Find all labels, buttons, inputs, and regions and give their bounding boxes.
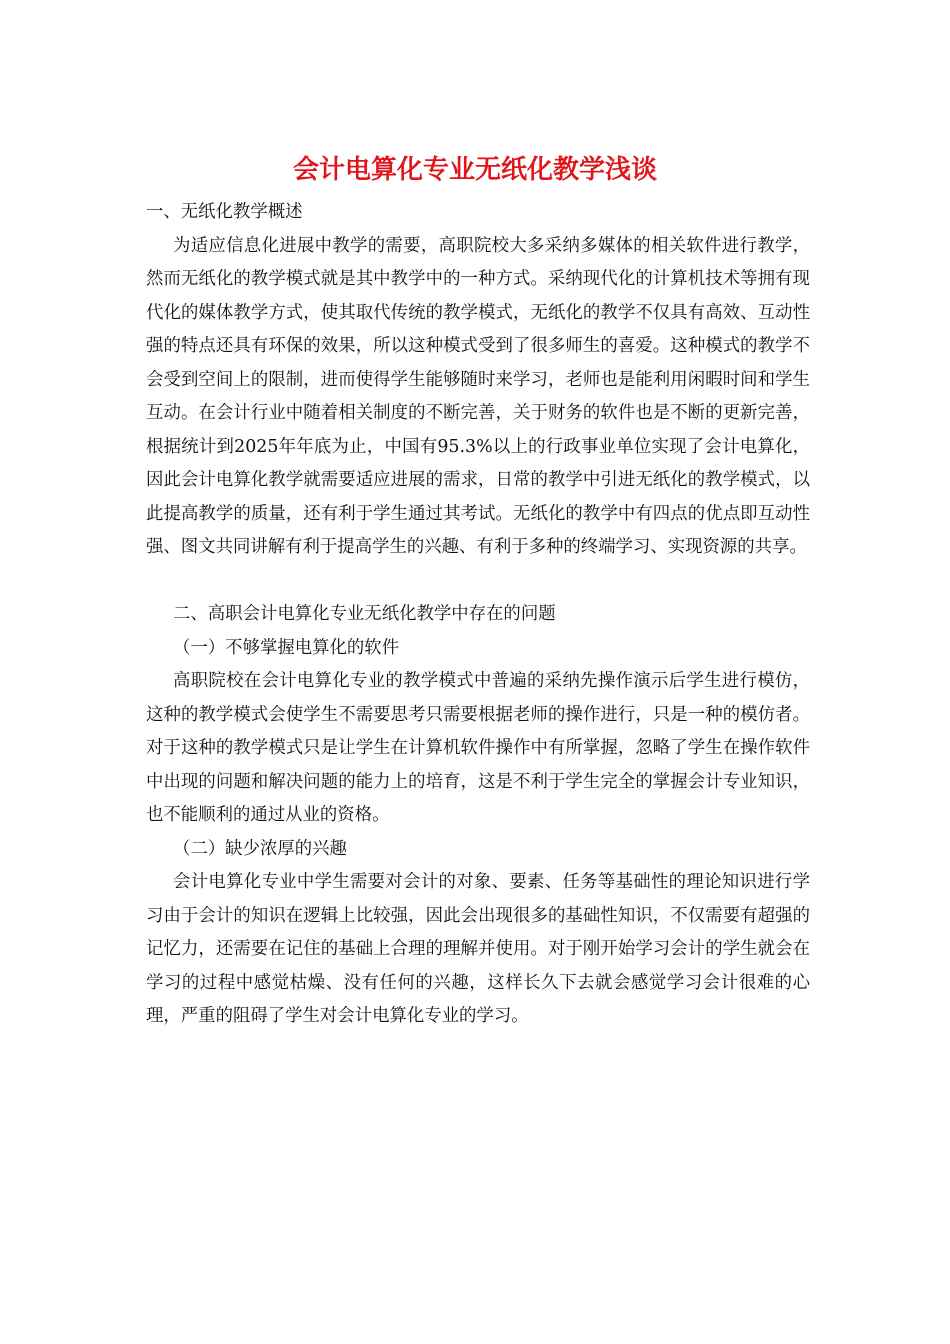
section-1-heading: 一、无纸化教学概述	[146, 202, 303, 222]
subsection-1-heading: （一）不够掌握电算化的软件	[173, 637, 400, 658]
document-title: 会计电算化专业无纸化教学浅谈	[292, 155, 657, 185]
subsection-1-paragraph: 高职院校在会计电算化专业的教学模式中普遍的采纳先操作演示后学生进行模仿，这种的教学模式会使学生不需要思考只需要根据老师的操作进行，只是一种的模仿者。对于这种的教学模式只是让学生在计算机软件操作中有所掌握，忽略了学生在操作软件中出现的问题和解决问题的能力上的培育，这是不利于学生完全的掌握会计专业知识，也不能顺利的通过从业的资格。	[146, 671, 810, 825]
section-1-paragraph: 为适应信息化进展中教学的需要，高职院校大多采纳多媒体的相关软件进行教学，然而无纸化的教学模式就是其中教学中的一种方式。采纳现代化的计算机技术等拥有现代化的媒体教学方式，使其取代传统的教学模式，无纸化的教学不仅具有高效、互动性强的特点还具有环保的效果，所以这种模式受到了很多师生的喜爱。这种模式的教学不会受到空间上的限制，进而使得学生能够随时来学习，老师也是能利用闲暇时间和学生互动。在会计行业中随着相关制度的不断完善，关于财务的软件也是不断的更新完善，根据统计到2025年年底为止，中国有95.3%以上的行政事业单位实现了会计电算化，因此会计电算化教学就需要适应进展的需求，日常的教学中引进无纸化的教学模式，以此提高教学的质量，还有利于学生通过其考试。无纸化的教学中有四点的优点即互动性强、图文共同讲解有利于提高学生的兴趣、有利于多种的终端学习、实现资源的共享。	[146, 235, 810, 557]
document-body	[146, 196, 810, 1034]
subsection-2-paragraph: 会计电算化专业中学生需要对会计的对象、要素、任务等基础性的理论知识进行学习由于会计的知识在逻辑上比较强，因此会出现很多的基础性知识，不仅需要有超强的记忆力，还需要在记住的基础上合理的理解并使用。对于刚开始学习会计的学生就会在学习的过程中感觉枯燥、没有任何的兴趣，这样长久下去就会感觉学习会计很难的心理，严重的阻碍了学生对会计电算化专业的学习。	[146, 872, 810, 1026]
subsection-2-heading: （二）缺少浓厚的兴趣	[173, 838, 347, 859]
section-2-heading: 二、高职会计电算化专业无纸化教学中存在的问题	[173, 604, 556, 624]
paragraph-spacer	[146, 565, 810, 599]
